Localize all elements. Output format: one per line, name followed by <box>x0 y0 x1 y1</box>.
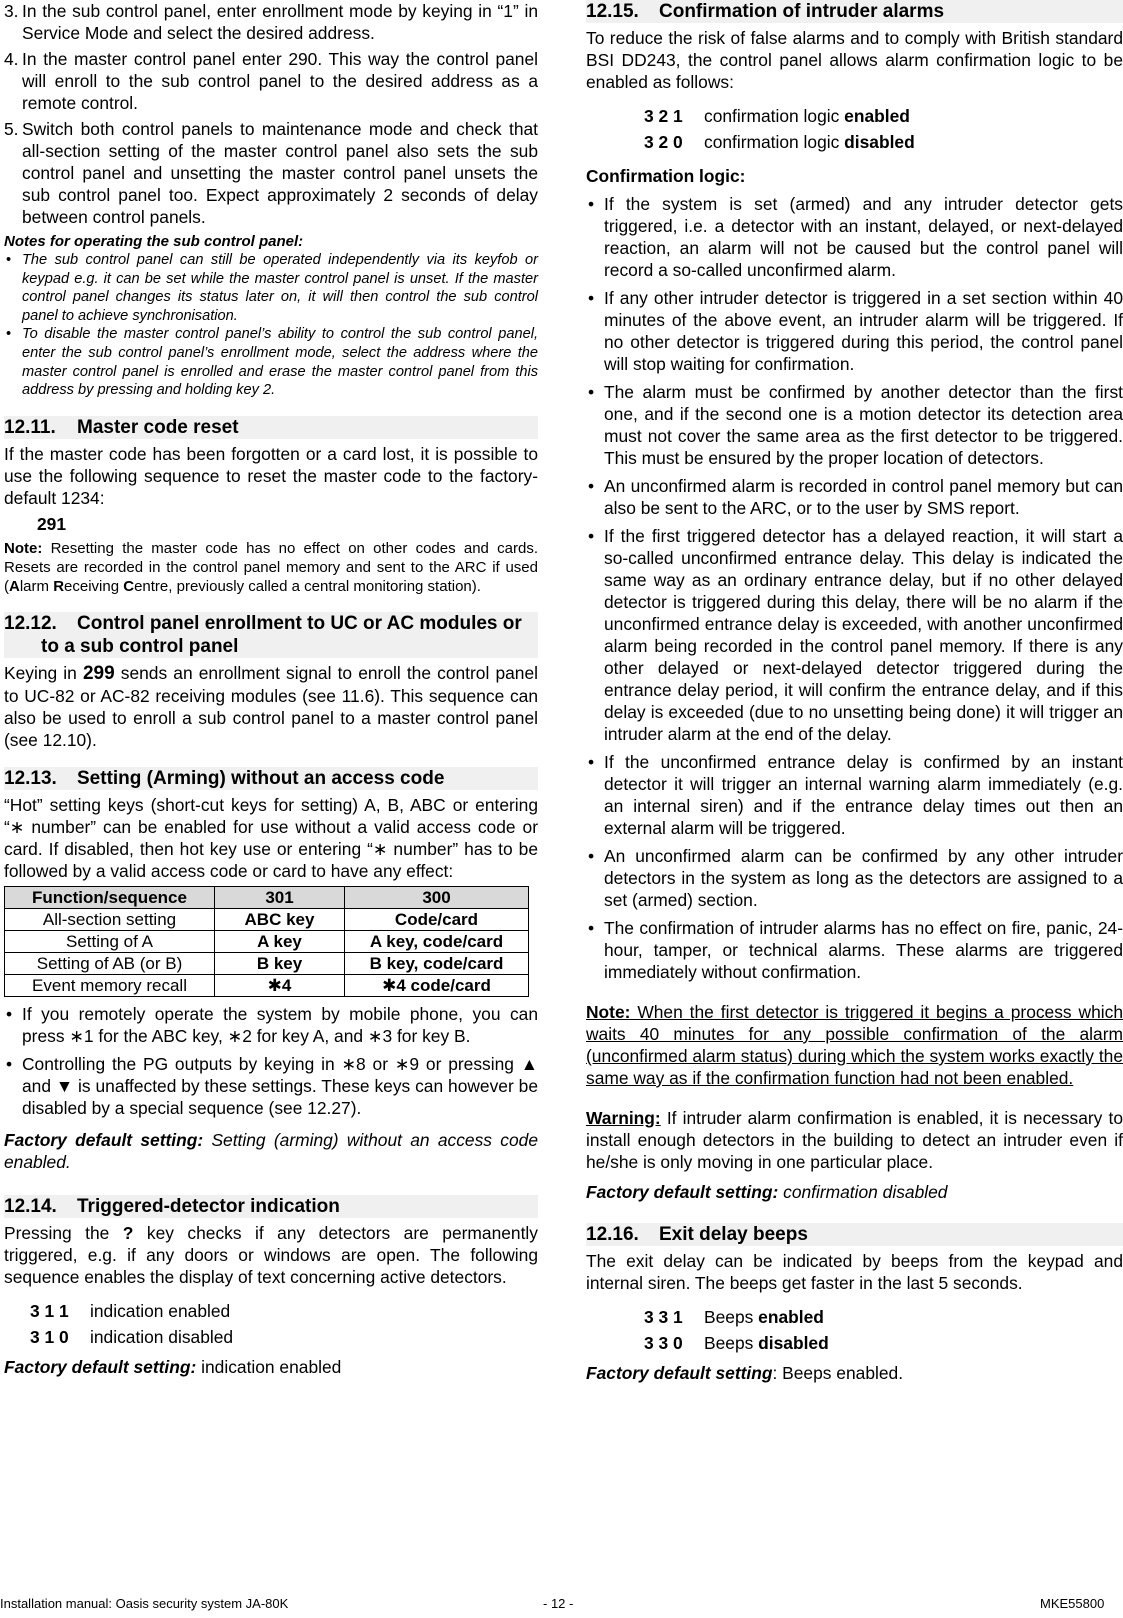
bullet-icon: • <box>588 918 595 938</box>
bullet-item <box>586 917 1123 983</box>
note-label: Note: <box>586 1002 631 1022</box>
bullet-icon: • <box>588 526 595 546</box>
section-body: If the master code has been forgotten or a card lost, it is possible to use the following sequence to reset the master code to the factory-default 1234: <box>4 443 538 508</box>
bullet-icon: • <box>588 382 595 402</box>
code-value: 3 3 1 <box>644 1307 683 1327</box>
section-title: Control panel enrollment to UC or AC modules or to a sub control panel <box>41 612 522 657</box>
section-number: 12.15. <box>586 1 639 22</box>
code-description <box>704 1332 829 1354</box>
section-title: Exit delay beeps <box>659 1224 808 1245</box>
note-text: When the first detector is triggered it begins a process which waits 40 minutes for any possible confirmation of the alarm (unconfirmed alarm status) during which the system works exactly the same way as if the confirmation function had not been enabled. <box>586 1002 1123 1088</box>
section-title: Setting (Arming) without an access code <box>77 767 445 789</box>
item-text: In the sub control panel, enter enrollment mode by keying in “1” in Service Mode and select the desired address. <box>22 1 538 43</box>
section-title: Triggered-detector indication <box>77 1195 340 1217</box>
note-paragraph <box>4 539 538 596</box>
section-title: Master code reset <box>77 416 239 438</box>
bullet-icon: • <box>588 846 595 866</box>
bullet-icon: • <box>6 252 12 268</box>
bullet-item <box>4 1003 538 1047</box>
note-text: The sub control panel can still be operated independently via its keyfob or keypad e.g. it can be set while the master control panel is unset. If the master control panel changes its status later on, it will then control the sub control panel to achieve synchronisation. <box>22 252 538 324</box>
section-number: 12.13. <box>4 767 57 789</box>
bullet-icon: • <box>588 194 595 214</box>
warning-paragraph <box>586 1107 1123 1173</box>
code-text: Beeps <box>704 1333 759 1353</box>
table-cell: A key, code/card <box>345 930 529 952</box>
table-header-row <box>5 886 529 908</box>
section-heading-12-11 <box>4 416 538 439</box>
code-text: confirmation logic <box>704 132 845 152</box>
note-text: To disable the master control panel’s ability to control the sub control panel, enter the sub control panel’s enrollment mode, select the address where the master control panel is enrolled and erase the master control panel from this address by pressing and holding key 2. <box>22 326 538 399</box>
footer-manual-title: Installation manual: Oasis security system JA-80K <box>0 1596 289 1611</box>
sequence-item <box>30 1326 538 1348</box>
bullet-item <box>586 845 1123 911</box>
bullet-text: If any other intruder detector is triggered in a set section within 40 minutes of the above event, an intruder alarm will be triggered. If no other detector is triggered during this period, the control panel will stop waiting for confirmation. <box>604 288 1123 374</box>
note-label: Note: <box>4 539 43 557</box>
table-cell: All-section setting <box>5 908 215 930</box>
code-description <box>704 131 915 153</box>
notes-title: Notes for operating the sub control panel: <box>4 233 304 250</box>
table-row <box>5 930 529 952</box>
factory-value: confirmation disabled <box>778 1182 948 1202</box>
factory-default <box>4 1129 538 1173</box>
bullet-icon: • <box>588 476 595 496</box>
bullet-item <box>586 475 1123 519</box>
section-number: 12.12. <box>4 612 57 634</box>
code-state: enabled <box>758 1307 824 1327</box>
note-item <box>4 325 538 399</box>
sequence-list <box>4 1300 538 1348</box>
table-cell: B key, code/card <box>345 952 529 974</box>
item-number: 4. <box>4 49 19 69</box>
code-text: confirmation logic <box>704 106 845 126</box>
sequence-list <box>586 105 1123 153</box>
bullet-text: The alarm must be confirmed by another detector than the first one, and if the second one is a motion detector its detection area must not cover the same area as the first detector to be triggered. This must be ensured by the proper location of detectors. <box>604 382 1123 468</box>
bullet-icon: • <box>588 752 595 772</box>
table-cell: Code/card <box>345 908 529 930</box>
table-header: 301 <box>215 886 345 908</box>
note-text: larm <box>19 577 54 595</box>
note-text: eceiving <box>64 577 124 595</box>
bullet-item <box>586 287 1123 375</box>
factory-label: Factory default setting: <box>4 1129 204 1150</box>
section-body <box>4 662 538 751</box>
code-text: Beeps <box>704 1307 759 1327</box>
section-body <box>4 1222 538 1288</box>
factory-default <box>586 1362 1123 1384</box>
table-row <box>5 908 529 930</box>
bullet-icon: • <box>6 326 12 343</box>
key-label: ? <box>122 1222 134 1243</box>
factory-value: Setting (arming) without an access code enabled. <box>4 1129 538 1172</box>
code-state: disabled <box>758 1333 829 1353</box>
section-title: Confirmation of intruder alarms <box>659 1 945 22</box>
factory-label: Factory default setting <box>586 1363 773 1383</box>
table-row <box>5 974 529 996</box>
table-cell: A key <box>215 930 345 952</box>
code-state: enabled <box>844 106 910 126</box>
code-value: 291 <box>37 513 67 534</box>
code-description: indication disabled <box>90 1326 234 1347</box>
body-text: Pressing the <box>4 1222 123 1243</box>
code-description <box>704 105 910 127</box>
logic-title: Confirmation logic: <box>586 166 746 186</box>
bullet-item <box>586 381 1123 469</box>
table-header: 300 <box>345 886 529 908</box>
bullet-text: An unconfirmed alarm is recorded in control panel memory but can also be sent to the ARC, or to the user by SMS report. <box>604 476 1123 518</box>
body-text: Keying in <box>4 662 83 683</box>
section-heading-12-14 <box>4 1195 538 1218</box>
factory-label: Factory default setting: <box>586 1182 779 1202</box>
item-text: Switch both control panels to maintenance mode and check that all-section setting of the master control panel also sets the sub control panel and unsetting the master control panel unsets the sub control panel too. Expect approximately 2 seconds of delay between control panels. <box>22 119 538 227</box>
code-state: disabled <box>844 132 915 152</box>
item-number: 5. <box>4 119 19 139</box>
table-cell: Setting of A <box>5 930 215 952</box>
table-cell: B key <box>215 952 345 974</box>
note-text: Resetting the master code has no effect on other codes and cards. Resets are recorded in the control panel memory and sent to the ARC if used ( <box>4 539 538 595</box>
bullet-icon: • <box>588 288 595 308</box>
table-cell: ✱4 code/card <box>345 974 529 996</box>
sequence-item <box>30 1300 538 1322</box>
factory-default <box>4 1356 538 1378</box>
list-item <box>4 118 538 228</box>
table-cell: Setting of AB (or B) <box>5 952 215 974</box>
section-heading-12-15 <box>586 0 1123 23</box>
footer-page-number: - 12 - <box>543 1596 574 1611</box>
table-cell: Event memory recall <box>5 974 215 996</box>
code-description <box>704 1306 824 1328</box>
sequence-code <box>4 513 538 535</box>
list-item <box>4 0 538 44</box>
left-column <box>4 0 538 1378</box>
section-number: 12.11. <box>4 416 56 438</box>
code-value: 3 2 0 <box>644 132 683 152</box>
bullet-text: An unconfirmed alarm can be confirmed by any other intruder detectors in the system as long as the detectors are assigned to a set (armed) section. <box>604 846 1123 910</box>
bullet-icon: • <box>6 1053 13 1074</box>
note-paragraph <box>586 1001 1123 1089</box>
factory-value: : Beeps enabled. <box>772 1363 904 1383</box>
note-letter: R <box>53 577 65 595</box>
section-number: 12.16. <box>586 1224 639 1245</box>
list-item <box>4 48 538 114</box>
code-description: indication enabled <box>90 1300 231 1321</box>
section-heading-12-16 <box>586 1223 1123 1246</box>
factory-default <box>586 1181 1123 1203</box>
section-number: 12.14. <box>4 1195 57 1217</box>
section-heading-12-12 <box>4 612 538 658</box>
bullet-text: If the first triggered detector has a delayed reaction, it will start a so-called unconfirmed entrance delay. This delay is indicated the same way as an ordinary entrance delay, but if no other delayed detector is triggered during this delay, there will be no alarm if the unconfirmed entrance delay is exceeded, with another unconfirmed alarm being recorded in the control panel memory. If there is any other delayed or next-delayed detector triggered during the entrance delay period, it will confirm the entrance delay, and if this delay is exceeded (due to no unsetting being done) it will trigger an intruder alarm at the end of the delay. <box>604 526 1123 744</box>
bullet-text: If you remotely operate the system by mobile phone, you can press ∗1 for the ABC key, ∗2 for key A, and ∗3 for key B. <box>22 1003 538 1046</box>
bullet-item <box>4 1053 538 1119</box>
bullet-item <box>586 751 1123 839</box>
sequence-item <box>644 1332 1123 1354</box>
setting-table <box>4 886 529 997</box>
factory-value: indication enabled <box>196 1356 342 1377</box>
bullet-item <box>586 525 1123 745</box>
warning-text: If intruder alarm confirmation is enabled, it is necessary to install enough detectors in the building to detect an intruder even if he/she is only moving in one particular place. <box>586 1108 1123 1172</box>
table-row <box>5 952 529 974</box>
code-value: 299 <box>82 662 115 684</box>
sequence-item <box>644 131 1123 153</box>
section-body: To reduce the risk of false alarms and to comply with British standard BSI DD243, the control panel allows alarm confirmation logic to be enabled as follows: <box>586 28 1123 92</box>
note-item <box>4 251 538 325</box>
sequence-item <box>644 105 1123 127</box>
note-letter: C <box>123 577 135 595</box>
note-letter: A <box>9 577 20 595</box>
section-heading-12-13 <box>4 767 538 790</box>
section-body: “Hot” setting keys (short-cut keys for setting) A, B, ABC or entering “∗ number” can be enabled for use without a valid access code or card. If disabled, then hot key use or entering “∗ number” has to be followed by a valid access code or card to have any effect: <box>4 794 538 881</box>
body-text: key checks if any detectors are permanently triggered, e.g. if any doors or windows are open. The following sequence enables the display of text concerning active detectors. <box>4 1222 538 1287</box>
body-text: sends an enrollment signal to enroll the control panel to UC-82 or AC-82 receiving modules (see 11.6). This sequence can also be used to enroll a sub control panel to a master control panel (see 12.10). <box>4 662 538 750</box>
bullet-item <box>586 193 1123 281</box>
item-text: In the master control panel enter 290. This way the control panel will enroll to the sub control panel to the desired address as a remote control. <box>22 49 538 113</box>
footer-doc-code: MKE55800 <box>1040 1596 1105 1611</box>
bullet-text: If the unconfirmed entrance delay is confirmed by an instant detector it will trigger an internal warning alarm immediately (e.g. an internal siren) and if the entrance delay times out then an external alarm will be triggered. <box>604 752 1123 838</box>
bullet-icon: • <box>6 1003 13 1024</box>
bullet-text: Controlling the PG outputs by keying in ∗8 or ∗9 or pressing ▲ and ▼ is unaffected by these settings. These keys can however be disabled by a special sequence (see 12.27). <box>22 1053 538 1118</box>
table-header: Function/sequence <box>5 886 215 908</box>
code-value: 3 1 0 <box>30 1326 69 1347</box>
code-value: 3 1 1 <box>30 1300 69 1321</box>
sequence-list <box>586 1306 1123 1354</box>
code-value: 3 2 1 <box>644 106 683 126</box>
table-cell: ✱4 <box>215 974 345 996</box>
item-number: 3. <box>4 1 19 21</box>
note-text: entre, previously called a central monitoring station). <box>134 577 481 595</box>
factory-label: Factory default setting: <box>4 1356 197 1377</box>
table-cell: ABC key <box>215 908 345 930</box>
sequence-item <box>644 1306 1123 1328</box>
code-value: 3 3 0 <box>644 1333 683 1353</box>
right-column <box>586 0 1123 1384</box>
section-body: The exit delay can be indicated by beeps from the keypad and internal siren. The beeps get faster in the last 5 seconds. <box>586 1251 1123 1293</box>
bullet-text: If the system is set (armed) and any intruder detector gets triggered, i.e. a detector with an instant, delayed, or next-delayed reaction, an alarm will not be caused but the control panel will record a so-called unconfirmed alarm. <box>604 194 1123 280</box>
warning-label: Warning: <box>586 1108 661 1128</box>
bullet-text: The confirmation of intruder alarms has no effect on fire, panic, 24-hour, tamper, or technical alarms. These alarms are triggered immediately without confirmation. <box>604 918 1123 982</box>
